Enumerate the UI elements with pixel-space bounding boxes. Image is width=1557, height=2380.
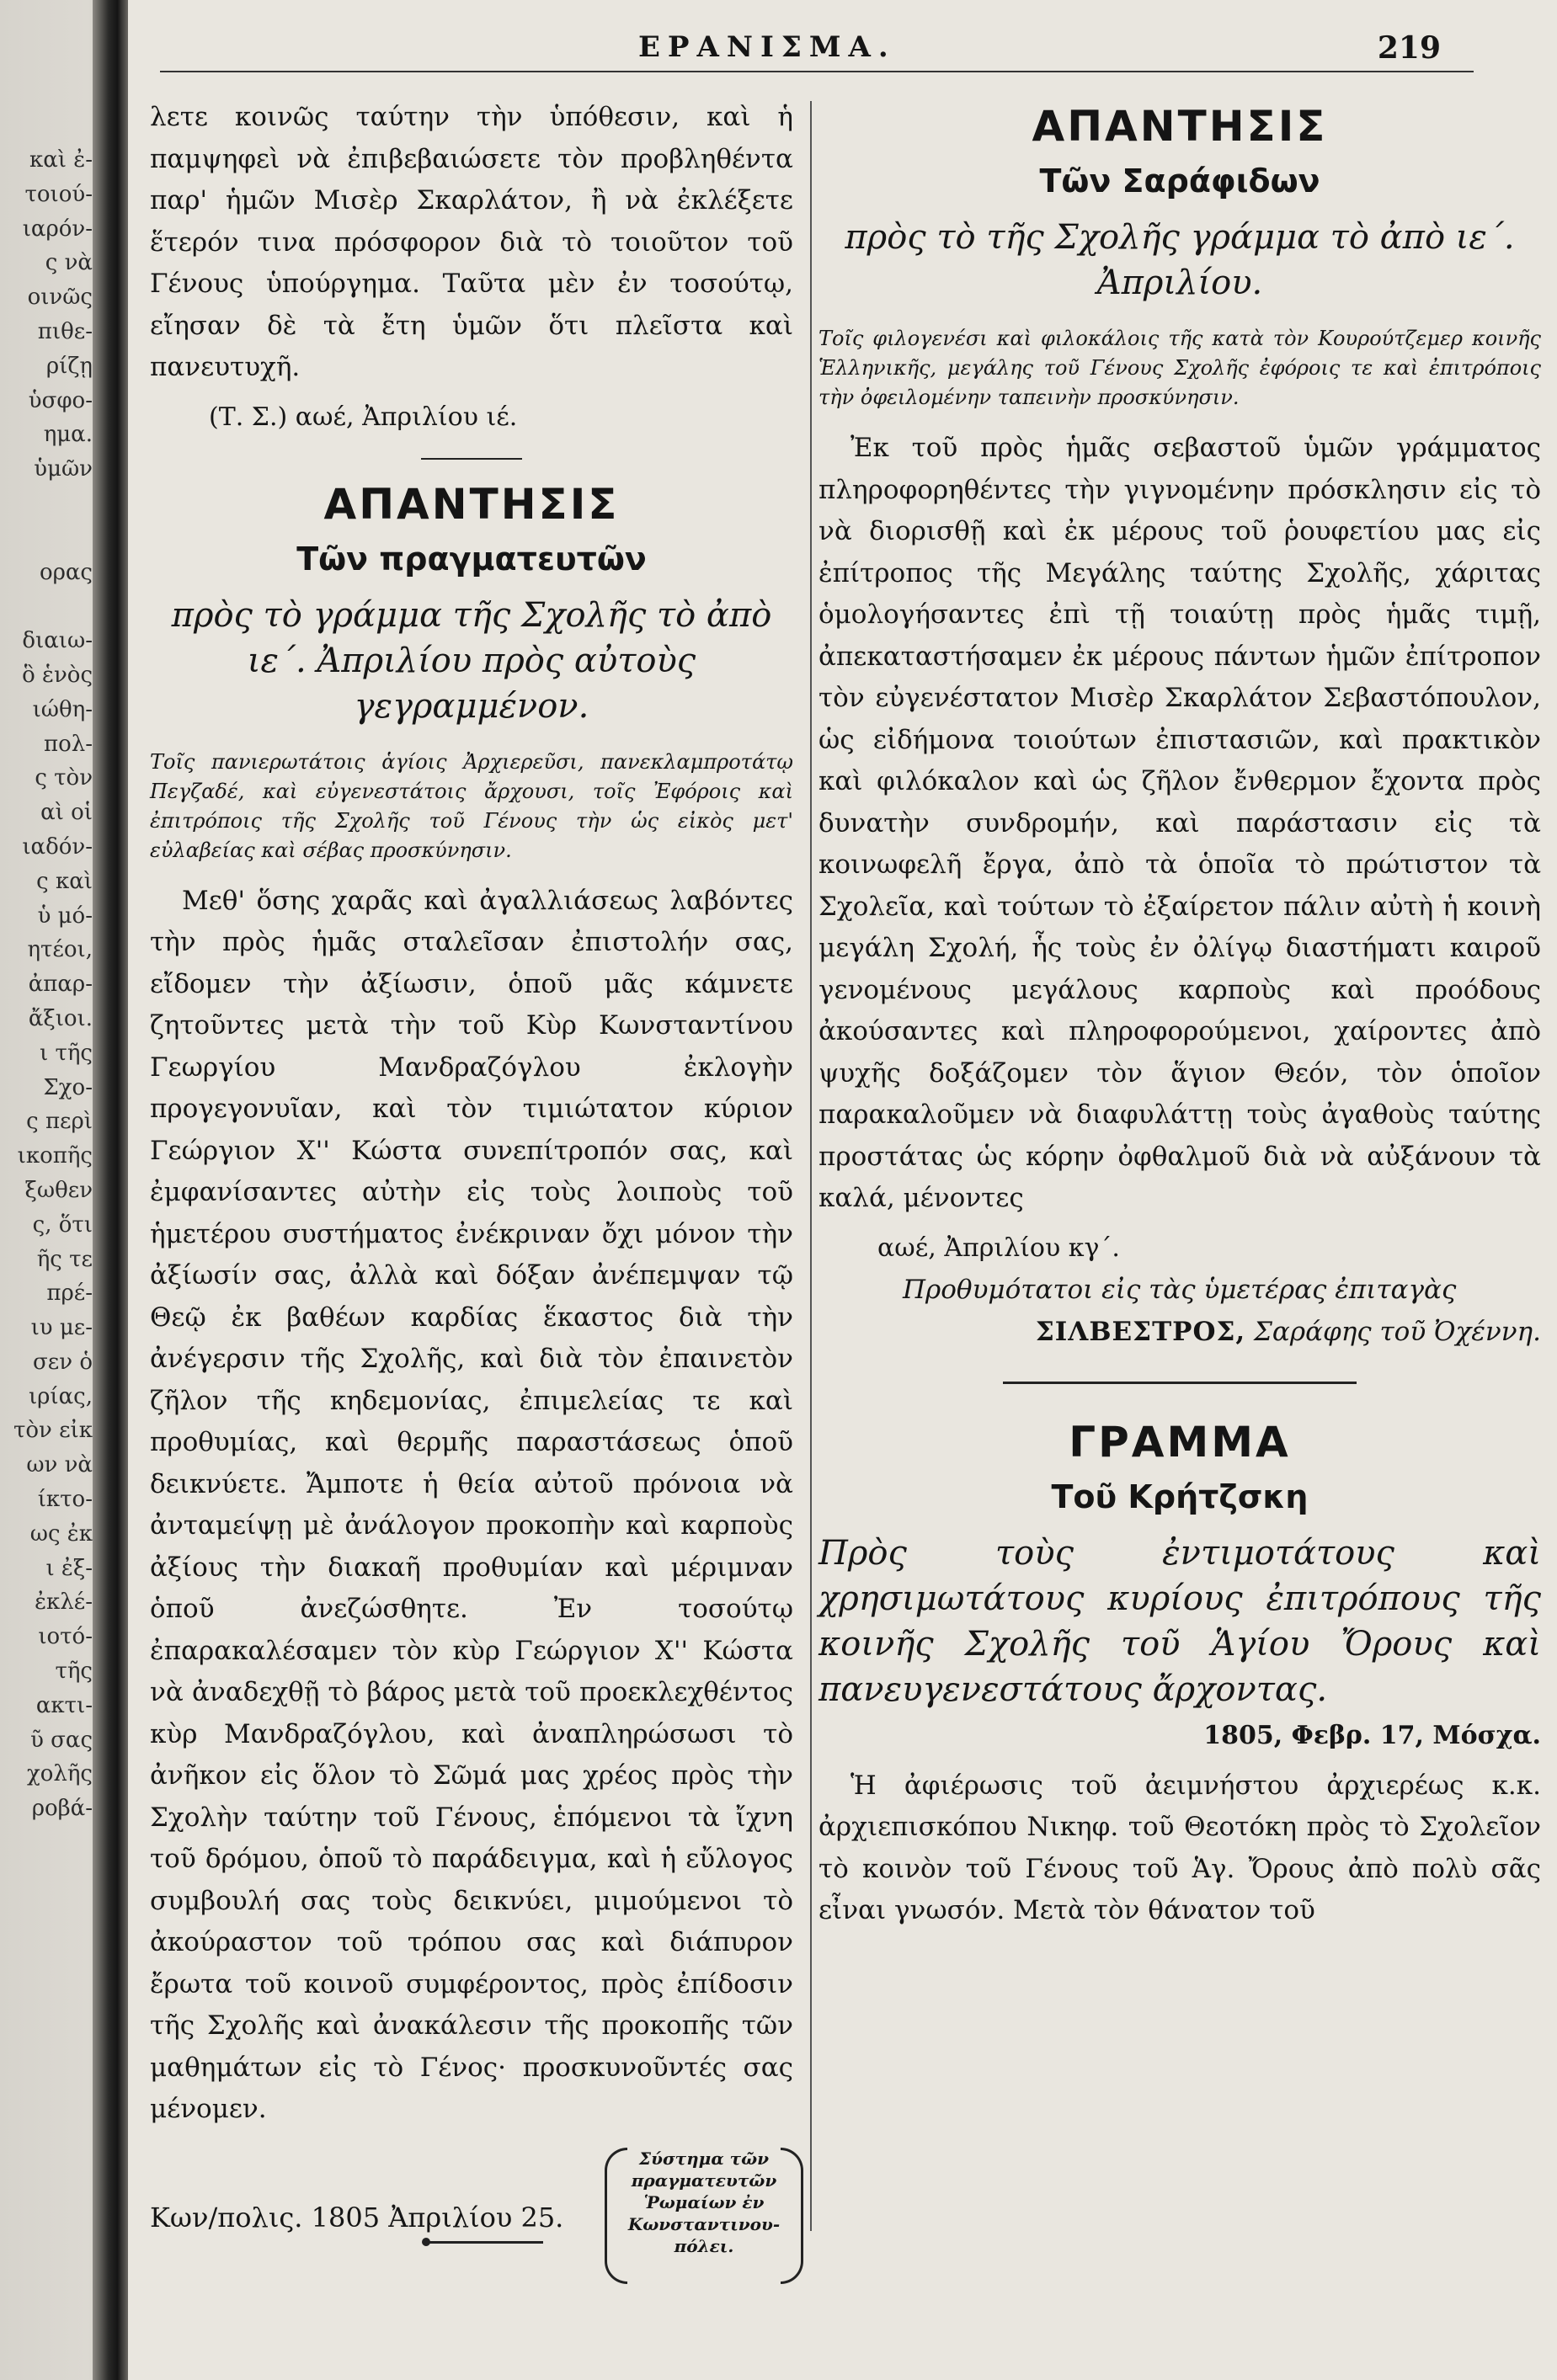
right-body-2: Ἡ ἀφιέρωσις τοῦ ἀειμνήστου ἀρχιερέως κ.κ. ἀρχιεπισκόπου Νικηφ. τοῦ Θεοτόκη πρὸς τὸ Σχολεῖον τὸ κοινὸν τοῦ Γένους τοῦ Ἁγ. Ὄρους ἀπὸ πολὺ σᾶς εἶναι γνωσόν. Μετὰ τὸν θάνατον τοῦ	[818, 1770, 1541, 1925]
header-rule	[160, 71, 1474, 72]
right-subhead-1: Τῶν Σαράφιδων	[1039, 162, 1320, 200]
previous-page-fragments	[0, 143, 93, 1826]
margin-fragment: ρίζῃ	[45, 353, 93, 379]
margin-fragment: ὃ ἑνὸς	[22, 662, 93, 688]
left-address: Τοῖς πανιερωτάτοις ἁγίοις Ἀρχιερεῦσι, πανεκλαμπροτάτῳ Πεγζαδέ, καὶ εὐγενεστάτοις ἄρχουσι, τοῖς Ἐφόροις καὶ ἐπιτρόποις τῆς Σχολῆς τοῦ Γένους τὴν ὡς εἰκὸς μετ' εὐλαβείας καὶ σέβας προσκύνησιν.	[150, 749, 793, 862]
left-footer-date: Κων/πολις. 1805 Ἀπριλίου 25.	[150, 2201, 564, 2234]
margin-fragment: ἄξιοι.	[28, 1005, 93, 1031]
margin-fragment: τοιού-	[24, 181, 93, 207]
margin-fragment	[0, 521, 93, 556]
margin-fragment: ιυ με-	[30, 1315, 93, 1341]
right-column	[818, 97, 1541, 1932]
margin-fragment: ων νὰ	[26, 1452, 93, 1478]
margin-fragment: ροβά-	[31, 1796, 93, 1822]
margin-fragment: πολ-	[43, 731, 93, 757]
margin-fragment: πιθε-	[37, 318, 93, 344]
margin-fragment: ὑμῶν	[34, 456, 93, 482]
signer-name: ΣΙΛΒΕΣΤΡΟΣ,	[1035, 1316, 1246, 1347]
right-subhead-2: Τοῦ Κρήτζσκη	[1051, 1478, 1309, 1515]
margin-fragment: ὑσφο-	[28, 387, 93, 413]
right-date-1: αωέ, Ἀπριλίου κγ΄.	[877, 1233, 1120, 1263]
margin-fragment	[0, 487, 93, 521]
margin-fragment: ως ἐκ	[29, 1520, 93, 1547]
margin-fragment: ς περὶ	[26, 1109, 93, 1135]
margin-fragment: χολῆς	[26, 1761, 93, 1787]
section-rule	[1003, 1382, 1357, 1384]
margin-fragment: ς νὰ	[45, 250, 93, 276]
right-subtitle-2: Πρὸς τοὺς ἐντιμοτάτους καὶ χρησιμωτάτους κυρίους ἐπιτρόπους τῆς κοινῆς Σχολῆς τοῦ Ἁγίου Ὄρους καὶ πανευγενεστάτους ἄρχοντας.	[818, 1533, 1541, 1709]
margin-fragment: ι ἐξ-	[45, 1555, 93, 1581]
left-section-subhead: Τῶν πραγματευτῶν	[296, 540, 647, 578]
margin-fragment: οινῶς	[27, 285, 93, 311]
left-footer	[150, 2148, 793, 2291]
left-opening-paragraph: λετε κοινῶς ταύτην τὴν ὑπόθεσιν, καὶ ἡ παμψηφεὶ νὰ ἐπιβεβαιώσετε τὸν προβληθέντα παρ' ἡμῶν Μισὲρ Σκαρλάτον, ἢ νὰ ἐκλέξετε ἕτερόν τινα πρόσφορον διὰ τὸ τοιοῦτον τοῦ Γένους ὑπούργημα. Ταῦτα μὲν ἐν τοσούτῳ, εἴησαν δὲ τὰ ἔτη ὑμῶν ὅτι πλεῖστα καὶ πανευτυχῆ.	[150, 102, 793, 382]
right-signature-1	[818, 1311, 1541, 1353]
end-ornament	[425, 2239, 543, 2244]
margin-fragment: πρέ-	[46, 1281, 93, 1307]
margin-fragment: ῆς τε	[36, 1246, 93, 1272]
margin-fragment: ι τῆς	[40, 1040, 93, 1066]
margin-fragment: σεν ὁ	[33, 1349, 93, 1375]
running-head	[126, 30, 1557, 67]
margin-fragment: τῆς	[55, 1659, 93, 1685]
margin-fragment: διαιω-	[22, 628, 93, 654]
right-date-2: 1805, Φεβρ. 17, Μόσχα.	[1203, 1720, 1541, 1750]
left-body: Μεθ' ὅσης χαρᾶς καὶ ἀγαλλιάσεως λαβόντες τὴν πρὸς ἡμᾶς σταλεῖσαν ἐπιστολήν σας, εἴδομεν τὴν ἀξίωσιν, ὁποῦ μᾶς κάμνετε ζητοῦντες μετὰ τὴν τοῦ Κὺρ Κωνσταντίνου Γεωργίου Μανδραζόγλου ἐκλογὴν προγεγονυῖαν, καὶ τὸν τιμιώτατον κύριον Γεώργιον Χ'' Κώστα συνεπίτροπόν σας, καὶ ἐμφανίσαντες αὐτὴν εἰς τοὺς λοιποὺς τοῦ ἡμετέρου συστήματος ἐνέκριναν ὄχι μόνον τὴν ἀξίωσίν σας, ἀλλὰ καὶ δόξαν ἀνέπεμψαν τῷ Θεῷ ἐκ βαθέων καρδίας ἕκαστος διὰ τὴν ἀνέγερσιν τῆς Σχολῆς, καὶ διὰ τὸν ἐπαινετὸν ζῆλον τῆς κηδεμονίας, ἐπιμελείας τε καὶ προθυμίας, καὶ θερμῆς παραστάσεως ὁποῦ δεικνύετε. Ἄμποτε ἡ θεία αὐτοῦ πρόνοια νὰ ἀνταμείψῃ μὲ ἀνάλογον προκοπὴν καὶ καρποὺς ἀξίους τὴν διακαῆ προθυμίαν καὶ μέριμναν ὁποῦ ἀνεζώσθητε. Ἐν τοσούτῳ ἐπαρακαλέσαμεν τὸν κὺρ Γεώργιον Χ'' Κώστα νὰ ἀναδεχθῇ τὸ βάρος μετὰ τοῦ προεκλεχθέντος κὺρ Μανδραζόγλου, καὶ ἀναπληρώσωσι τὸ ἀνῆκον εἰς ὅλον τὸ Σῶμά μας χρέος πρὸς τὴν Σχολὴν ταύτην τοῦ Γένους, ἑπόμενοι τὰ ἴχνη τοῦ δρόμου, ὁποῦ τὸ παράδειγμα, καὶ ἡ εὔλογος συμβουλή σας τοὺς δεικνύει, μιμούμενοι τὸ ἀκούραστον τοῦ τρόπου σας καὶ διάπυρον ἔρωτα τοῦ κοινοῦ συμφέροντος, πρὸς ἐπίδοσιν τῆς Σχολῆς καὶ ἀνακάλεσιν τῆς προκοπῆς τῶν μαθημάτων εἰς τὸ Γένος· προσκυνοῦντές σας μένομεν.	[150, 885, 793, 2124]
left-column	[150, 97, 793, 2291]
margin-fragment: ίκτο-	[37, 1487, 93, 1513]
margin-fragment: ἀπαρ-	[28, 972, 93, 998]
left-opening-date: (Τ. Σ.) αωέ, Ἀπριλίου ιέ.	[209, 402, 518, 432]
page	[126, 0, 1557, 2380]
margin-fragment: ιοτό-	[38, 1624, 93, 1650]
margin-fragment: ιαδόν-	[22, 833, 93, 860]
margin-fragment: Σχο-	[43, 1074, 93, 1100]
margin-fragment: αὶ οἱ	[40, 800, 93, 826]
margin-fragment: ιρίας,	[28, 1383, 93, 1409]
margin-fragment: ητέοι,	[27, 937, 93, 963]
ornament-bar	[425, 2241, 543, 2244]
margin-fragment: ἐκλέ-	[35, 1589, 93, 1616]
signer-title: Σαράφης τοῦ Ὀχέννη.	[1254, 1316, 1541, 1347]
right-body-1: Ἐκ τοῦ πρὸς ἡμᾶς σεβαστοῦ ὑμῶν γράμματος πληροφορηθέντες τὴν γιγνομένην πρόσκλησιν εἰς τὸ νὰ διορισθῇ καὶ ἐκ μέρους τοῦ ῥουφετίου μας εἰς ἐπίτροπος τῆς Μεγάλης ταύτης Σχολῆς, χάριτας ὁμολογήσαντες ἐπὶ τῇ τοιαύτῃ πρὸς ἡμᾶς τιμῇ, ἀπεκαταστήσαμεν ἐκ μέρους πάντων ἡμῶν ἐπίτροπον τὸν εὐγενέστατον Μισὲρ Σκαρλάτον Σεβαστόπουλον, ὡς εἰδήμονα τοιούτων ἐπιστασιῶν, καὶ πρακτικὸν καὶ φιλόκαλον καὶ ὡς ζῆλον ἔνθερμον ἔχοντα πρὸς δυνατὴν συνδρομήν, καὶ παράστασιν εἰς τὰ κοινωφελῆ ἔργα, ἀπὸ τὰ ὁποῖα τὸ πρώτιστον τὰ Σχολεῖα, καὶ τούτων τὸ ἐξαίρετον πάλιν αὐτὴ ἡ κοινὴ μεγάλη Σχολή, ἧς τοὺς ἐν ὀλίγῳ διαστήματι καιροῦ γενομένους μεγάλους καρποὺς καὶ προόδους ἀκούσαντες καὶ πληροφορούμενοι, χαίροντες ἀπὸ ψυχῆς δοξάζομεν τὸν ἅγιον Θεόν, τὸν ὁποῖον παρακαλοῦμεν νὰ διαφυλάττῃ τοὺς ἀγαθοὺς ταύτης προστάτας ὡς κόρην ὀφθαλμοῦ διὰ νὰ αὐξάνουν τὰ καλά, μένοντες	[818, 433, 1541, 1213]
right-address-1: Τοῖς φιλογενέσι καὶ φιλοκάλοις τῆς κατὰ τὸν Κουρούτζεμερ κοινῆς Ἑλληνικῆς, μεγάλης τοῦ Γένους Σχολῆς ἐφόροις τε καὶ ἐπιτρόποις τὴν ὀφειλομένην ταπεινὴν προσκύνησιν.	[818, 327, 1541, 409]
margin-fragment: ιώθη-	[32, 696, 93, 722]
right-heading-2: ΓΡΑΜΜΑ	[1069, 1417, 1291, 1467]
margin-fragment: ῦ σας	[30, 1727, 93, 1753]
margin-fragment: ξωθεν	[24, 1177, 93, 1203]
running-head-title: ΕΡΑΝΙΣΜΑ.	[638, 30, 896, 64]
margin-fragment: ικοπῆς	[17, 1143, 93, 1169]
right-closing-1: Προθυμότατοι εἰς τὰς ὑμετέρας ἐπιταγὰς	[903, 1274, 1457, 1305]
margin-fragment	[0, 589, 93, 624]
column-divider	[810, 101, 812, 2231]
signature-line: πόλει.	[674, 2235, 734, 2256]
right-heading-1: ΑΠΑΝΤΗΣΙΣ	[1032, 102, 1328, 151]
book-gutter	[93, 0, 128, 2380]
margin-fragment: ς, ὅτι	[32, 1211, 93, 1238]
signature-line: πραγματευτῶν	[631, 2170, 777, 2191]
right-subtitle-1: πρὸς τὸ τῆς Σχολῆς γράμμα τὸ ἀπὸ ιε΄. Ἀπριλίου.	[845, 218, 1515, 302]
left-section-subtitle: πρὸς τὸ γράμμα τῆς Σχολῆς τὸ ἀπὸ ιε΄. Ἀπριλίου πρὸς αὐτοὺς γεγραμμένον.	[171, 595, 772, 726]
margin-fragment: ὑ μό-	[37, 902, 93, 929]
margin-fragment: τὸν εἰκ	[13, 1418, 93, 1444]
margin-fragment: ορας	[39, 559, 93, 585]
signature-line: Κωνσταντινου-	[627, 2213, 781, 2234]
signature-line: Σύστημα τῶν	[638, 2148, 770, 2169]
margin-fragment: ημα.	[43, 422, 93, 448]
left-section-heading: ΑΠΑΝΤΗΣΙΣ	[323, 479, 620, 529]
signature-bracket	[611, 2148, 797, 2282]
margin-fragment: καὶ ἐ-	[29, 147, 93, 173]
margin-fragment: ς καὶ	[36, 868, 93, 894]
margin-fragment: ιαρόν-	[22, 216, 93, 242]
margin-fragment: ακτι-	[35, 1692, 93, 1718]
signature-line: Ῥωμαίων ἐν	[643, 2191, 765, 2212]
page-number: 219	[1377, 30, 1441, 66]
section-rule	[421, 458, 522, 460]
margin-fragment: ς τὸν	[35, 765, 93, 791]
